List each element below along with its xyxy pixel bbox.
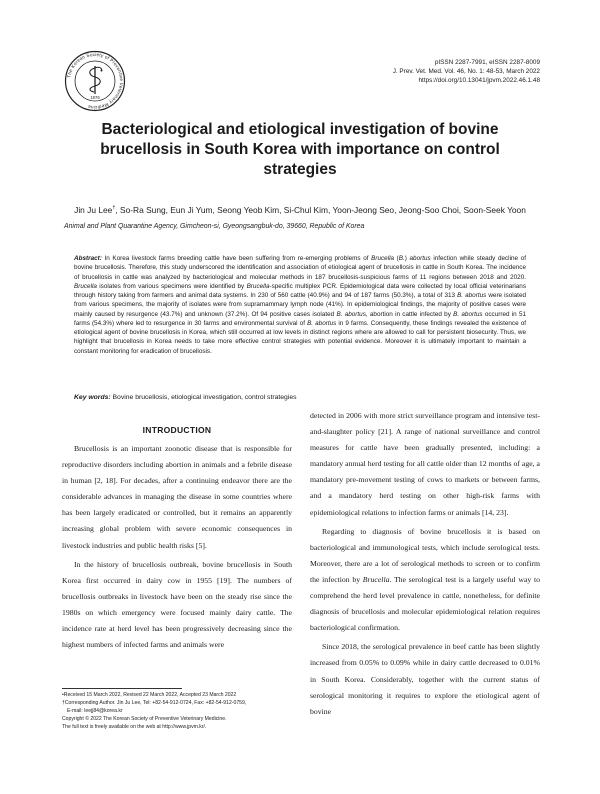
- title-line-2: brucellosis in South Korea with importance on control: [100, 141, 500, 158]
- body-column-right: [310, 408, 540, 720]
- coauthors: , So-Ra Sung, Eun Ji Yum, Seong Yeob Kim, Si-Chul Kim, Yoon-Jeong Seo, Jeong-Soo Choi, Soon-Seek Yoon: [115, 204, 526, 215]
- abstract-label: Abstract:: [74, 255, 102, 262]
- title-line-3: strategies: [263, 161, 337, 178]
- author-list: [60, 203, 540, 216]
- first-author: Jin Ju Lee: [74, 204, 113, 215]
- citation-line: J. Prev. Vet. Med. Vol. 46, No. 1: 48-53, March 2022: [392, 68, 540, 75]
- article-title: [60, 120, 540, 180]
- footnotes: [62, 691, 302, 731]
- keywords-label: Key words:: [74, 394, 111, 401]
- section-heading-introduction: INTRODUCTION: [142, 425, 212, 435]
- paragraph: Brucellosis is an important zoonotic disease that is responsible for reproductive disorders including abortion in animals and a febrile disease in human [2, 18]. For decades, after a continuing endeavor there are the considerable advances in managing the disease in some countries where has been largely eradicated or controlled, but it remains an apparently increasing global problem with severe economic consequences in livestock industries and public health risks [5].: [62, 444, 292, 550]
- email[interactable]: E-mail: leejj84@korea.kr: [67, 708, 123, 714]
- abstract: Abstract: In Korea livestock farms breeding cattle have been suffering from re-emerging problems of Brucella (B.) abortus infection while steady decline of bovine brucellosis. Therefore, this study underscored the identification and association of etiological agent of brucellosis in cattle in South Korea. The incidence of brucellosis in cattle was analyzed by bacteriological and molecular methods in 187 brucellosis-suspicious farms of 11 regions between 2018 and 2020. Brucella isolates from various specimens were identified by Brucella-specific multiplex PCR. Epidemiological data were collected by local official veterinarians through history taking from farmers and animal data systems. In 230 of 560 cattle (40.9%) and 94 of 187 farms (50.3%), a total of 313 B. abortus were isolated from various specimens, the majority of isolates were from supramammary lymph node (41%). In epidemiological findings, the majority of positive cases were mainly caused by resurgence (43.7%) and unknown (37.2%). Of 94 positive cases isolated B. abortus, abortion in cattle infected by B. abortus occurred in 51 farms (54.3%) where led to resurgence in 30 farms and environmental survival of B. abortus in 9 farms. Consequently, these findings revealed the existence of etiological agent of bovine brucellosis in Korea, which still occurred at low levels in distinct regions where are allowed to call for persistent biosecurity. Thus, we highlight that brucellosis in Korea needs to take more effective control strategies with potential evidence. Moreover it is ultimately important to maintain a constant monitoring for eradication of brucellosis.: [74, 255, 527, 355]
- footnote-rule: [62, 688, 182, 689]
- logo-year: 1976: [90, 95, 100, 100]
- logo-ring-text: The Korean Society of Preventive Veterinary Medicine: [66, 51, 125, 111]
- keywords-text: Bovine brucellosis, etiological investigation, control strategies: [110, 394, 297, 401]
- paragraph: detected in 2006 with more strict surveillance program and intensive test-and-slaughter policy [21]. A range of national surveillance and control measures for cattle have been gradually presented, including: a mandatory annual herd testing for all cattle older than 12 months of age, a mandatory pre-movement testing of cows to markets or between farms, and a mandatory herd testing on other high-risk farms with epidemiological relations to infection farms or animals [14, 23].: [310, 411, 540, 517]
- copyright: Copyright © 2022 The Korean Society of Preventive Veterinary Medicine.: [62, 716, 227, 722]
- paragraph: In the history of brucellosis outbreak, bovine brucellosis in South Korea first occurred in dairy cow in 1955 [19]. The numbers of brucellosis outbreaks in livestock have been on the steady rise since the 1980s on which emergency were focused mainly dairy cattle. The incidence rate at herd level has been progressively decreasing since the highest numbers of infected farms and animals were: [62, 559, 292, 650]
- society-seal-logo: [64, 50, 126, 112]
- body-column-left: [62, 410, 292, 653]
- title-line-1: Bacteriological and etiological investigation of bovine: [101, 121, 499, 138]
- corresponding-author: †Corresponding Author. Jin Ju Lee, Tel: +82-54-912-0724, Fax: +82-54-912-0759,: [62, 700, 247, 706]
- paragraph: Since 2018, the serological prevalence in beef cattle has been slightly increased from 0.05% to 0.09% while in dairy cattle decreased to 0.01% in South Korea. Considerably, together with the current status of serological monitoring it requires to explore the etiological agent of bovine: [310, 642, 540, 716]
- doi-link[interactable]: https://doi.org/10.13041/jpvm.2022.46.1.48: [418, 77, 540, 84]
- issn-line: pISSN 2287-7991, eISSN 2287-8009: [434, 59, 540, 66]
- paragraph: Regarding to diagnosis of bovine brucellosis it is based on bacteriological and immunological tests, which include serological tests. Moreover, there are a lot of serological methods to screen or to confirm the infection by Brucella. The serological test is a largely useful way to comprehend the herd level prevalence in cattle, nonetheless, for definite diagnosis of brucellosis and molecular epidemiological relation requires bacteriological confirmation.: [310, 526, 540, 633]
- received-dates: •Received 15 March 2022, Revised 22 March 2022, Accepted 23 March 2022: [62, 692, 237, 698]
- journal-header: [393, 58, 540, 85]
- affiliation: Animal and Plant Quarantine Agency, Gimcheon-si, Gyeongsangbuk-do, 39660, Republic of Korea: [64, 223, 365, 230]
- keywords: [74, 393, 526, 402]
- access-note: The full text is freely available on the web at http://www.jpvm.kr/.: [62, 724, 207, 730]
- corresponding-mark: †: [112, 205, 116, 211]
